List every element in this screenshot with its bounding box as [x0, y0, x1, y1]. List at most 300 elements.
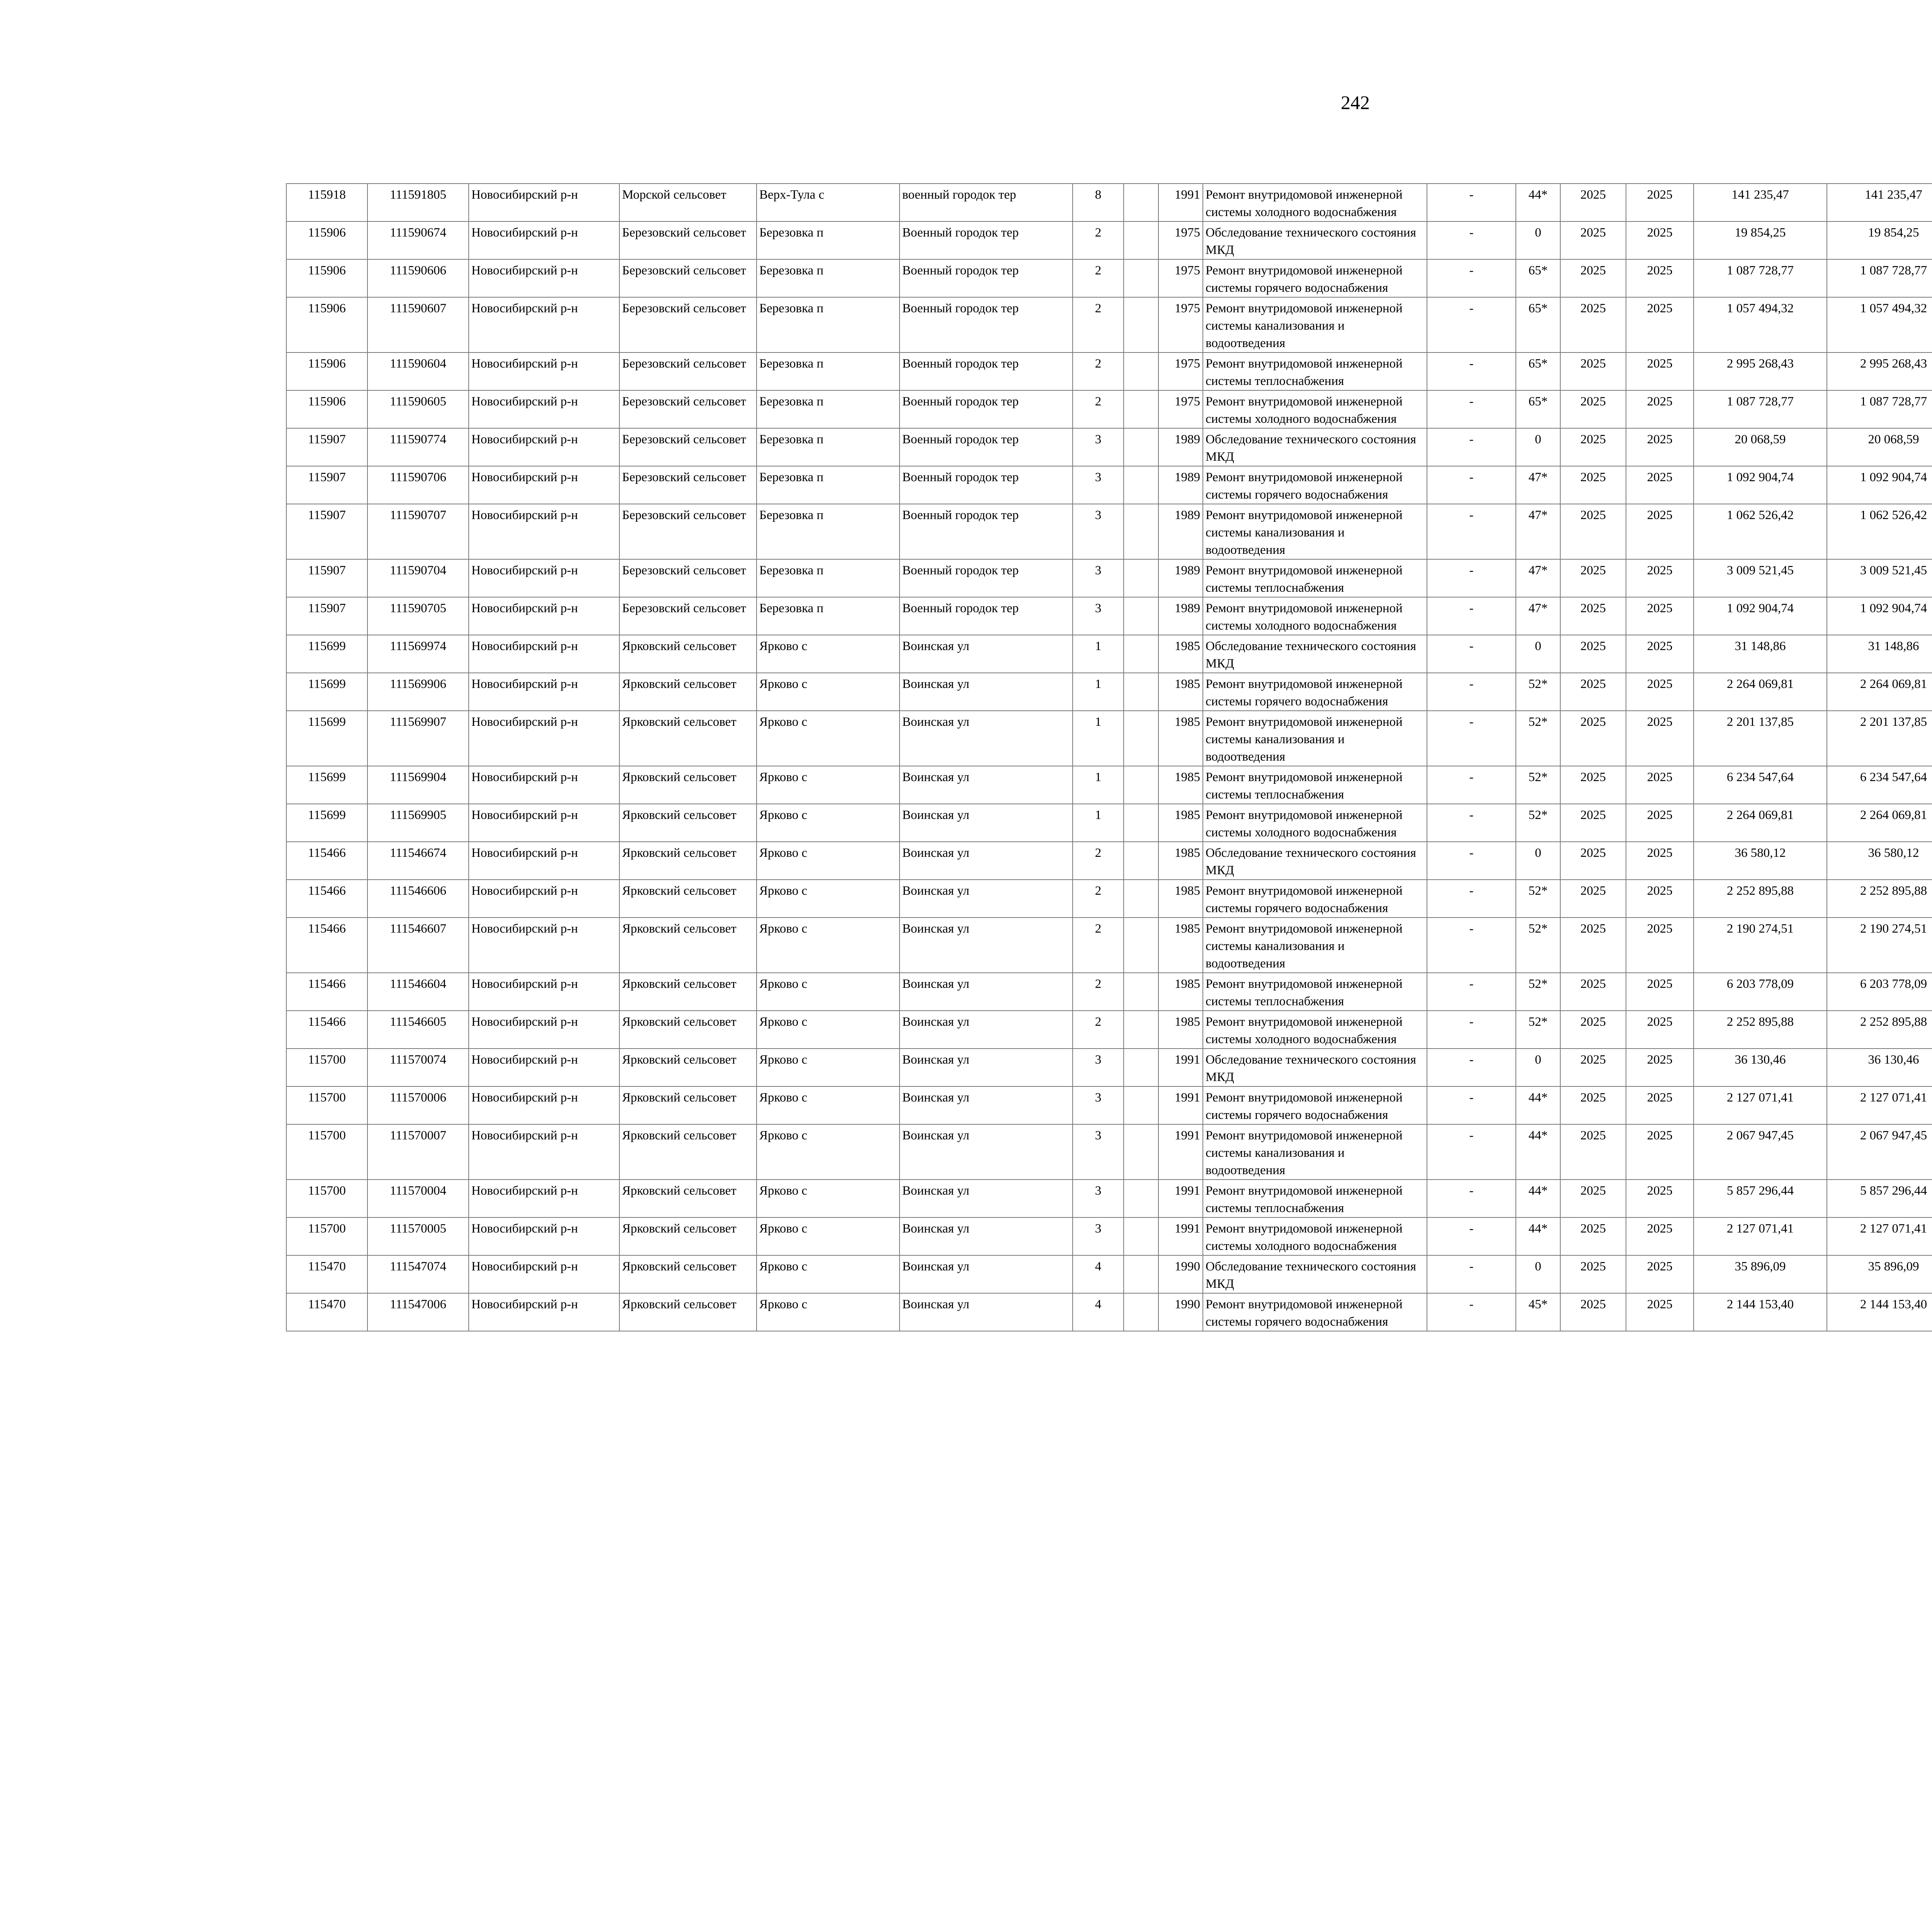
cell-building: [1124, 842, 1158, 880]
cell-work-type: Ремонт внутридомовой инженерной системы канализования и водоотведения: [1203, 918, 1427, 973]
cell-house-number: 3: [1073, 1124, 1124, 1180]
cell-start-year: 2025: [1560, 1180, 1626, 1217]
cell-start-year: 2025: [1560, 918, 1626, 973]
cell-building: [1124, 1217, 1158, 1255]
table-row: [286, 1049, 1932, 1086]
cell-work-type: Ремонт внутридомовой инженерной системы горячего водоснабжения: [1203, 880, 1427, 918]
cell-cost-fund: 5 857 296,44: [1827, 1180, 1932, 1217]
table-row: [286, 635, 1932, 673]
cell-district: Новосибирский р-н: [469, 1217, 619, 1255]
cell-street: Воинская ул: [900, 842, 1073, 880]
cell-build-year: 1985: [1158, 635, 1203, 673]
cell-total-cost: 2 144 153,40: [1694, 1293, 1827, 1331]
cell-work-detail: -: [1427, 352, 1516, 390]
cell-work-detail: -: [1427, 428, 1516, 466]
cell-total-cost: 1 087 728,77: [1694, 390, 1827, 428]
cell-end-year: 2025: [1626, 559, 1694, 597]
cell-building: [1124, 1086, 1158, 1124]
cell-build-year: 1975: [1158, 352, 1203, 390]
table-row: [286, 597, 1932, 635]
cell-work-type: Ремонт внутридомовой инженерной системы канализования и водоотведения: [1203, 297, 1427, 352]
cell-work-detail: -: [1427, 973, 1516, 1011]
cell-work-type: Ремонт внутридомовой инженерной системы горячего водоснабжения: [1203, 466, 1427, 504]
cell-start-year: 2025: [1560, 259, 1626, 297]
cell-house-number: 3: [1073, 1180, 1124, 1217]
cell-start-year: 2025: [1560, 184, 1626, 221]
cell-street: Воинская ул: [900, 711, 1073, 766]
cell-object-code: 111547074: [367, 1255, 469, 1293]
cell-municipality: Ярковский сельсовет: [619, 1293, 757, 1331]
cell-start-year: 2025: [1560, 880, 1626, 918]
cell-end-year: 2025: [1626, 918, 1694, 973]
cell-cost-fund: 1 087 728,77: [1827, 259, 1932, 297]
cell-build-year: 1990: [1158, 1255, 1203, 1293]
cell-building: [1124, 1180, 1158, 1217]
cell-house-number: 3: [1073, 597, 1124, 635]
cell-end-year: 2025: [1626, 297, 1694, 352]
cell-end-year: 2025: [1626, 390, 1694, 428]
cell-municipality: Ярковский сельсовет: [619, 973, 757, 1011]
cell-object-code: 111546674: [367, 842, 469, 880]
cell-cost-fund: 2 995 268,43: [1827, 352, 1932, 390]
cell-district: Новосибирский р-н: [469, 1180, 619, 1217]
cell-settlement: Березовка п: [757, 428, 900, 466]
cell-street: Военный городок тер: [900, 504, 1073, 559]
cell-work-type: Ремонт внутридомовой инженерной системы холодного водоснабжения: [1203, 1217, 1427, 1255]
cell-total-cost: 1 092 904,74: [1694, 466, 1827, 504]
cell-wear: 65*: [1516, 297, 1560, 352]
cell-row-id: 115466: [286, 918, 367, 973]
cell-end-year: 2025: [1626, 673, 1694, 711]
table-row: [286, 559, 1932, 597]
cell-district: Новосибирский р-н: [469, 880, 619, 918]
cell-build-year: 1989: [1158, 597, 1203, 635]
cell-build-year: 1991: [1158, 1086, 1203, 1124]
cell-start-year: 2025: [1560, 804, 1626, 842]
cell-municipality: Ярковский сельсовет: [619, 1086, 757, 1124]
cell-district: Новосибирский р-н: [469, 221, 619, 259]
cell-cost-fund: 20 068,59: [1827, 428, 1932, 466]
cell-work-detail: -: [1427, 673, 1516, 711]
cell-row-id: 115470: [286, 1293, 367, 1331]
cell-row-id: 115907: [286, 428, 367, 466]
cell-row-id: 115907: [286, 466, 367, 504]
cell-house-number: 2: [1073, 221, 1124, 259]
cell-municipality: Березовский сельсовет: [619, 352, 757, 390]
cell-work-detail: -: [1427, 880, 1516, 918]
cell-wear: 52*: [1516, 766, 1560, 804]
cell-house-number: 3: [1073, 466, 1124, 504]
cell-wear: 44*: [1516, 184, 1560, 221]
cell-cost-fund: 1 062 526,42: [1827, 504, 1932, 559]
cell-start-year: 2025: [1560, 297, 1626, 352]
cell-municipality: Березовский сельсовет: [619, 390, 757, 428]
cell-start-year: 2025: [1560, 504, 1626, 559]
cell-building: [1124, 673, 1158, 711]
cell-start-year: 2025: [1560, 673, 1626, 711]
cell-house-number: 1: [1073, 804, 1124, 842]
cell-build-year: 1985: [1158, 673, 1203, 711]
cell-district: Новосибирский р-н: [469, 504, 619, 559]
table-row: [286, 711, 1932, 766]
cell-district: Новосибирский р-н: [469, 428, 619, 466]
cell-build-year: 1975: [1158, 221, 1203, 259]
cell-build-year: 1990: [1158, 1293, 1203, 1331]
cell-total-cost: 141 235,47: [1694, 184, 1827, 221]
cell-work-type: Ремонт внутридомовой инженерной системы теплоснабжения: [1203, 352, 1427, 390]
cell-street: Воинская ул: [900, 1217, 1073, 1255]
table-row: [286, 766, 1932, 804]
cell-municipality: Ярковский сельсовет: [619, 804, 757, 842]
cell-building: [1124, 635, 1158, 673]
table-row: [286, 1217, 1932, 1255]
table-row: [286, 842, 1932, 880]
cell-street: Воинская ул: [900, 1180, 1073, 1217]
cell-municipality: Ярковский сельсовет: [619, 1011, 757, 1049]
cell-district: Новосибирский р-н: [469, 259, 619, 297]
cell-end-year: 2025: [1626, 1011, 1694, 1049]
cell-settlement: Ярково с: [757, 635, 900, 673]
cell-house-number: 1: [1073, 766, 1124, 804]
table-row: [286, 504, 1932, 559]
cell-row-id: 115699: [286, 711, 367, 766]
cell-settlement: Ярково с: [757, 842, 900, 880]
cell-settlement: Березовка п: [757, 390, 900, 428]
cell-object-code: 111546606: [367, 880, 469, 918]
cell-work-detail: -: [1427, 390, 1516, 428]
cell-settlement: Верх-Тула с: [757, 184, 900, 221]
cell-build-year: 1975: [1158, 297, 1203, 352]
cell-total-cost: 2 067 947,45: [1694, 1124, 1827, 1180]
cell-total-cost: 2 264 069,81: [1694, 804, 1827, 842]
cell-street: Военный городок тер: [900, 221, 1073, 259]
cell-object-code: 111570005: [367, 1217, 469, 1255]
cell-street: Воинская ул: [900, 1011, 1073, 1049]
table-row: [286, 1124, 1932, 1180]
cell-building: [1124, 221, 1158, 259]
cell-start-year: 2025: [1560, 1124, 1626, 1180]
cell-house-number: 2: [1073, 918, 1124, 973]
cell-district: Новосибирский р-н: [469, 1255, 619, 1293]
cell-street: Воинская ул: [900, 766, 1073, 804]
cell-object-code: 111569906: [367, 673, 469, 711]
cell-total-cost: 2 127 071,41: [1694, 1086, 1827, 1124]
cell-municipality: Березовский сельсовет: [619, 221, 757, 259]
cell-building: [1124, 1124, 1158, 1180]
cell-house-number: 2: [1073, 880, 1124, 918]
cell-wear: 52*: [1516, 918, 1560, 973]
cell-cost-fund: 2 144 153,40: [1827, 1293, 1932, 1331]
cell-row-id: 115466: [286, 842, 367, 880]
cell-total-cost: 5 857 296,44: [1694, 1180, 1827, 1217]
cell-house-number: 3: [1073, 1049, 1124, 1086]
cell-object-code: 111590704: [367, 559, 469, 597]
cell-row-id: 115700: [286, 1124, 367, 1180]
table-row: [286, 673, 1932, 711]
cell-total-cost: 35 896,09: [1694, 1255, 1827, 1293]
cell-row-id: 115906: [286, 259, 367, 297]
cell-municipality: Березовский сельсовет: [619, 466, 757, 504]
cell-wear: 52*: [1516, 804, 1560, 842]
cell-district: Новосибирский р-н: [469, 1293, 619, 1331]
cell-work-type: Ремонт внутридомовой инженерной системы холодного водоснабжения: [1203, 804, 1427, 842]
cell-municipality: Ярковский сельсовет: [619, 766, 757, 804]
cell-object-code: 111590674: [367, 221, 469, 259]
cell-district: Новосибирский р-н: [469, 711, 619, 766]
cell-municipality: Березовский сельсовет: [619, 297, 757, 352]
cell-street: Воинская ул: [900, 918, 1073, 973]
cell-house-number: 2: [1073, 352, 1124, 390]
cell-total-cost: 2 201 137,85: [1694, 711, 1827, 766]
cell-settlement: Ярково с: [757, 1180, 900, 1217]
cell-district: Новосибирский р-н: [469, 184, 619, 221]
cell-settlement: Ярково с: [757, 1086, 900, 1124]
cell-start-year: 2025: [1560, 1011, 1626, 1049]
cell-district: Новосибирский р-н: [469, 766, 619, 804]
cell-work-type: Ремонт внутридомовой инженерной системы канализования и водоотведения: [1203, 1124, 1427, 1180]
cell-row-id: 115699: [286, 635, 367, 673]
cell-row-id: 115700: [286, 1180, 367, 1217]
cell-total-cost: 2 252 895,88: [1694, 880, 1827, 918]
cell-wear: 44*: [1516, 1217, 1560, 1255]
cell-municipality: Ярковский сельсовет: [619, 673, 757, 711]
cell-cost-fund: 2 264 069,81: [1827, 804, 1932, 842]
cell-start-year: 2025: [1560, 1086, 1626, 1124]
cell-total-cost: 1 057 494,32: [1694, 297, 1827, 352]
cell-district: Новосибирский р-н: [469, 1011, 619, 1049]
cell-work-type: Ремонт внутридомовой инженерной системы холодного водоснабжения: [1203, 390, 1427, 428]
cell-house-number: 2: [1073, 842, 1124, 880]
cell-row-id: 115700: [286, 1217, 367, 1255]
cell-wear: 52*: [1516, 973, 1560, 1011]
cell-work-detail: -: [1427, 184, 1516, 221]
cell-work-detail: -: [1427, 297, 1516, 352]
cell-row-id: 115466: [286, 1011, 367, 1049]
cell-object-code: 111590604: [367, 352, 469, 390]
cell-district: Новосибирский р-н: [469, 804, 619, 842]
cell-total-cost: 2 995 268,43: [1694, 352, 1827, 390]
cell-building: [1124, 973, 1158, 1011]
cell-settlement: Березовка п: [757, 559, 900, 597]
cell-cost-fund: 6 203 778,09: [1827, 973, 1932, 1011]
cell-work-type: Обследование технического состояния МКД: [1203, 221, 1427, 259]
cell-wear: 47*: [1516, 597, 1560, 635]
cell-build-year: 1985: [1158, 880, 1203, 918]
table-row: [286, 1180, 1932, 1217]
cell-total-cost: 2 264 069,81: [1694, 673, 1827, 711]
cell-row-id: 115699: [286, 804, 367, 842]
cell-cost-fund: 6 234 547,64: [1827, 766, 1932, 804]
cell-building: [1124, 711, 1158, 766]
cell-row-id: 115906: [286, 297, 367, 352]
cell-cost-fund: 2 127 071,41: [1827, 1217, 1932, 1255]
cell-end-year: 2025: [1626, 1049, 1694, 1086]
cell-house-number: 3: [1073, 504, 1124, 559]
cell-object-code: 111590606: [367, 259, 469, 297]
cell-work-type: Ремонт внутридомовой инженерной системы холодного водоснабжения: [1203, 597, 1427, 635]
table-row: [286, 880, 1932, 918]
cell-district: Новосибирский р-н: [469, 842, 619, 880]
cell-end-year: 2025: [1626, 1086, 1694, 1124]
cell-cost-fund: 2 252 895,88: [1827, 880, 1932, 918]
cell-end-year: 2025: [1626, 766, 1694, 804]
cell-total-cost: 3 009 521,45: [1694, 559, 1827, 597]
cell-municipality: Ярковский сельсовет: [619, 1180, 757, 1217]
cell-work-detail: -: [1427, 1293, 1516, 1331]
cell-settlement: Ярково с: [757, 880, 900, 918]
cell-row-id: 115466: [286, 973, 367, 1011]
cell-building: [1124, 766, 1158, 804]
table-row: [286, 918, 1932, 973]
cell-house-number: 2: [1073, 259, 1124, 297]
cell-cost-fund: 1 057 494,32: [1827, 297, 1932, 352]
capital-repair-table: [286, 183, 1932, 1331]
cell-object-code: 111546605: [367, 1011, 469, 1049]
cell-total-cost: 31 148,86: [1694, 635, 1827, 673]
cell-end-year: 2025: [1626, 1217, 1694, 1255]
cell-build-year: 1991: [1158, 1180, 1203, 1217]
cell-row-id: 115699: [286, 766, 367, 804]
cell-municipality: Ярковский сельсовет: [619, 711, 757, 766]
table-row: [286, 1086, 1932, 1124]
cell-street: Военный городок тер: [900, 428, 1073, 466]
cell-settlement: Ярково с: [757, 973, 900, 1011]
cell-district: Новосибирский р-н: [469, 1086, 619, 1124]
cell-settlement: Березовка п: [757, 597, 900, 635]
cell-work-type: Ремонт внутридомовой инженерной системы горячего водоснабжения: [1203, 1086, 1427, 1124]
cell-municipality: Березовский сельсовет: [619, 504, 757, 559]
cell-build-year: 1991: [1158, 1124, 1203, 1180]
cell-street: Военный городок тер: [900, 352, 1073, 390]
cell-district: Новосибирский р-н: [469, 559, 619, 597]
cell-work-detail: -: [1427, 559, 1516, 597]
cell-street: Военный городок тер: [900, 466, 1073, 504]
cell-work-detail: -: [1427, 842, 1516, 880]
cell-district: Новосибирский р-н: [469, 297, 619, 352]
cell-settlement: Ярково с: [757, 766, 900, 804]
cell-start-year: 2025: [1560, 597, 1626, 635]
cell-end-year: 2025: [1626, 221, 1694, 259]
cell-municipality: Ярковский сельсовет: [619, 1049, 757, 1086]
cell-total-cost: 1 087 728,77: [1694, 259, 1827, 297]
cell-cost-fund: 3 009 521,45: [1827, 559, 1932, 597]
cell-work-type: Ремонт внутридомовой инженерной системы канализования и водоотведения: [1203, 504, 1427, 559]
cell-building: [1124, 390, 1158, 428]
cell-municipality: Ярковский сельсовет: [619, 1255, 757, 1293]
cell-house-number: 2: [1073, 1011, 1124, 1049]
cell-district: Новосибирский р-н: [469, 466, 619, 504]
cell-build-year: 1985: [1158, 1011, 1203, 1049]
cell-end-year: 2025: [1626, 597, 1694, 635]
cell-district: Новосибирский р-н: [469, 1049, 619, 1086]
cell-work-detail: -: [1427, 766, 1516, 804]
cell-wear: 0: [1516, 635, 1560, 673]
cell-street: Военный городок тер: [900, 390, 1073, 428]
table-row: [286, 297, 1932, 352]
cell-wear: 65*: [1516, 390, 1560, 428]
cell-street: Воинская ул: [900, 1049, 1073, 1086]
cell-work-detail: -: [1427, 918, 1516, 973]
cell-object-code: 111570004: [367, 1180, 469, 1217]
cell-settlement: Ярково с: [757, 1217, 900, 1255]
cell-work-type: Ремонт внутридомовой инженерной системы горячего водоснабжения: [1203, 673, 1427, 711]
cell-start-year: 2025: [1560, 766, 1626, 804]
cell-total-cost: 1 062 526,42: [1694, 504, 1827, 559]
cell-total-cost: 2 190 274,51: [1694, 918, 1827, 973]
cell-wear: 44*: [1516, 1180, 1560, 1217]
cell-district: Новосибирский р-н: [469, 918, 619, 973]
cell-work-type: Ремонт внутридомовой инженерной системы теплоснабжения: [1203, 1180, 1427, 1217]
cell-work-detail: -: [1427, 1011, 1516, 1049]
cell-house-number: 3: [1073, 1086, 1124, 1124]
cell-row-id: 115907: [286, 504, 367, 559]
cell-settlement: Ярково с: [757, 1011, 900, 1049]
cell-settlement: Березовка п: [757, 259, 900, 297]
cell-street: Военный городок тер: [900, 297, 1073, 352]
cell-build-year: 1985: [1158, 711, 1203, 766]
cell-start-year: 2025: [1560, 559, 1626, 597]
cell-wear: 65*: [1516, 259, 1560, 297]
cell-start-year: 2025: [1560, 1255, 1626, 1293]
cell-start-year: 2025: [1560, 221, 1626, 259]
cell-house-number: 2: [1073, 297, 1124, 352]
cell-end-year: 2025: [1626, 804, 1694, 842]
cell-work-detail: -: [1427, 711, 1516, 766]
cell-work-type: Ремонт внутридомовой инженерной системы канализования и водоотведения: [1203, 711, 1427, 766]
cell-build-year: 1975: [1158, 390, 1203, 428]
cell-street: Воинская ул: [900, 1124, 1073, 1180]
cell-cost-fund: 141 235,47: [1827, 184, 1932, 221]
cell-settlement: Березовка п: [757, 466, 900, 504]
cell-end-year: 2025: [1626, 259, 1694, 297]
cell-settlement: Ярково с: [757, 1049, 900, 1086]
page-number: 242: [1341, 92, 1370, 113]
cell-wear: 52*: [1516, 711, 1560, 766]
table-row: [286, 221, 1932, 259]
table-row: [286, 804, 1932, 842]
cell-municipality: Ярковский сельсовет: [619, 918, 757, 973]
cell-building: [1124, 1255, 1158, 1293]
cell-building: [1124, 559, 1158, 597]
cell-object-code: 111569905: [367, 804, 469, 842]
cell-street: Воинская ул: [900, 1255, 1073, 1293]
cell-municipality: Березовский сельсовет: [619, 428, 757, 466]
cell-cost-fund: 2 201 137,85: [1827, 711, 1932, 766]
cell-row-id: 115906: [286, 221, 367, 259]
table-row: [286, 1011, 1932, 1049]
cell-object-code: 111590707: [367, 504, 469, 559]
cell-row-id: 115918: [286, 184, 367, 221]
cell-house-number: 1: [1073, 711, 1124, 766]
cell-object-code: 111546604: [367, 973, 469, 1011]
table-row: [286, 1255, 1932, 1293]
cell-work-detail: -: [1427, 1086, 1516, 1124]
cell-work-type: Ремонт внутридомовой инженерной системы теплоснабжения: [1203, 766, 1427, 804]
cell-work-detail: -: [1427, 504, 1516, 559]
cell-street: Воинская ул: [900, 673, 1073, 711]
cell-settlement: Березовка п: [757, 352, 900, 390]
cell-building: [1124, 918, 1158, 973]
cell-end-year: 2025: [1626, 428, 1694, 466]
cell-municipality: Ярковский сельсовет: [619, 635, 757, 673]
cell-start-year: 2025: [1560, 842, 1626, 880]
cell-end-year: 2025: [1626, 466, 1694, 504]
cell-start-year: 2025: [1560, 1217, 1626, 1255]
table-row: [286, 428, 1932, 466]
cell-work-detail: -: [1427, 1124, 1516, 1180]
cell-building: [1124, 1049, 1158, 1086]
cell-cost-fund: 31 148,86: [1827, 635, 1932, 673]
